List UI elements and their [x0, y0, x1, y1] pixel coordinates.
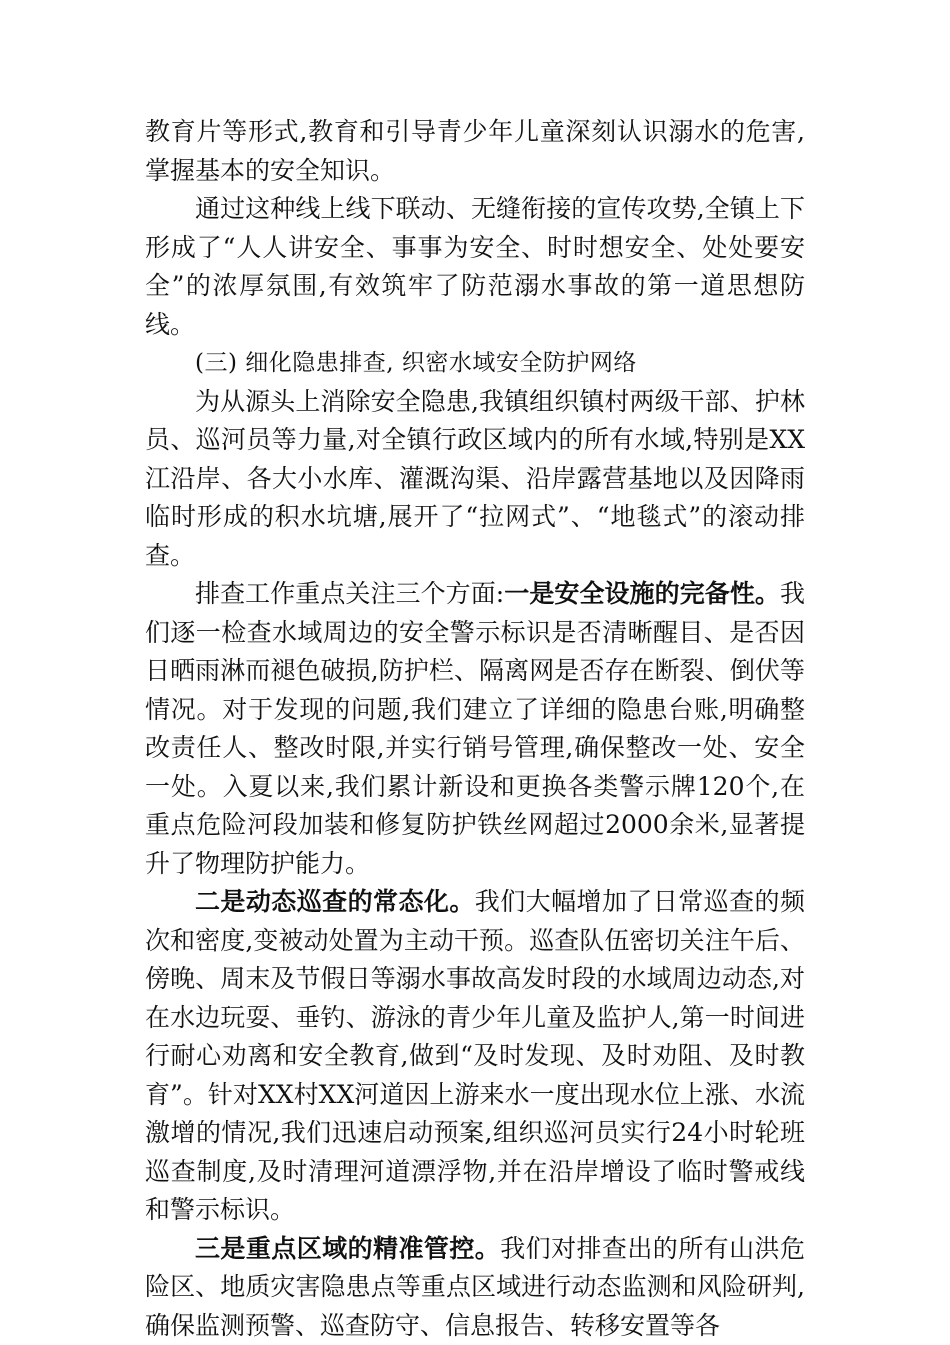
paragraph-intro-text: 排查工作重点关注三个方面: — [195, 579, 504, 608]
paragraph-education-continued: 教育片等形式,教育和引导青少年儿童深刻认识溺水的危害,掌握基本的安全知识。 — [145, 113, 805, 190]
paragraph-dynamic-patrol — [145, 883, 805, 1230]
section-heading-3: (三) 细化隐患排查, 织密水域安全防护网络 — [145, 344, 805, 383]
paragraph-key-area-control — [145, 1230, 805, 1345]
paragraph-hazard-inspection: 为从源头上消除安全隐患,我镇组织镇村两级干部、护林员、巡河员等力量,对全镇行政区域内的所有水域,特别是XX江沿岸、各大小水库、灌溉沟渠、沿岸露营基地以及因降雨临时形成的积水坑塘,展开了“拉网式”、“地毯式”的滚动排查。 — [145, 383, 805, 576]
point-two-body: 我们大幅增加了日常巡查的频次和密度,变被动处置为主动干预。巡查队伍密切关注午后、傍晚、周末及节假日等溺水事故高发时段的水域周边动态,对在水边玩耍、垂钓、游泳的青少年儿童及监护人,第一时间进行耐心劝离和安全教育,做到“及时发现、及时劝阻、及时教育”。针对XX村XX河道因上游来水一度出现水位上涨、水流激增的情况,我们迅速启动预案,组织巡河员实行24小时轮班巡查制度,及时清理河道漂浮物,并在沿岸增设了临时警戒线和警示标识。 — [145, 887, 805, 1224]
point-one-heading: 一是安全设施的完备性。 — [504, 579, 780, 608]
paragraph-facility-completeness — [145, 575, 805, 883]
point-three-body: 我们对排查出的所有山洪危险区、地质灾害隐患点等重点区域进行动态监测和风险研判,确保监测预警、巡查防守、信息报告、转移安置等各 — [145, 1234, 805, 1340]
point-three-heading: 三是重点区域的精准管控。 — [195, 1234, 500, 1263]
document-page — [145, 113, 805, 1345]
point-two-heading: 二是动态巡查的常态化。 — [195, 887, 475, 916]
paragraph-publicity-summary: 通过这种线上线下联动、无缝衔接的宣传攻势,全镇上下形成了“人人讲安全、事事为安全、时时想安全、处处要安全”的浓厚氛围,有效筑牢了防范溺水事故的第一道思想防线。 — [145, 190, 805, 344]
point-one-body: 我们逐一检查水域周边的安全警示标识是否清晰醒目、是否因日晒雨淋而褪色破损,防护栏、隔离网是否存在断裂、倒伏等情况。对于发现的问题,我们建立了详细的隐患台账,明确整改责任人、整改时限,并实行销号管理,确保整改一处、安全一处。入夏以来,我们累计新设和更换各类警示牌120个,在重点危险河段加装和修复防护铁丝网超过2000余米,显著提升了物理防护能力。 — [145, 579, 805, 878]
